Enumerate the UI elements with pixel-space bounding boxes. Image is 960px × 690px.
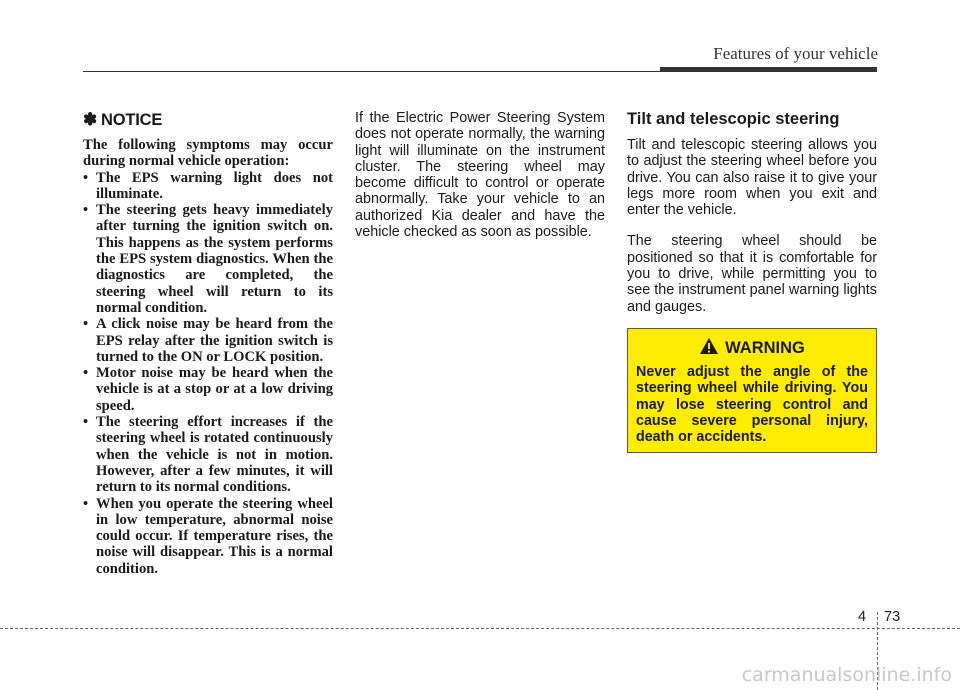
warning-box [627,328,877,453]
tilt-paragraph-2: The steering wheel should be positioned so that it is comfortable for you to drive, while permitting you to see the instrument panel warning lights and gauges. [627,233,877,315]
warning-text: Never adjust the angle of the steering wheel while driving. You may lose steering control and cause severe personal injury, death or accidents. [636,364,868,446]
notice-heading-text: NOTICE [101,111,163,129]
notice-intro: The following symptoms may occur during normal vehicle operation: [83,137,333,170]
warning-triangle-icon [699,337,719,360]
notice-item: • The steering gets heavy immediately after turning the ignition switch on. This happens as the system performs the EPS system diagnostics. When the diagnostics are completed, the steering wheel will return to its normal condition. [83,202,333,316]
notice-item: • The EPS warning light does not illuminate. [83,170,333,203]
tilt-paragraph-1: Tilt and telescopic steering allows you to adjust the steering wheel before you drive. You can also raise it to give your legs more room when you exit and enter the vehicle. [627,137,877,219]
chapter-number: 4 [858,609,867,625]
notice-heading [83,110,333,130]
tilt-heading: Tilt and telescopic steering [627,110,840,128]
page-number: 73 [884,609,901,625]
header-rule-accent [660,67,877,72]
eps-paragraph: If the Electric Power Steering System does not operate normally, the warning light will illuminate on the instrument cluster. The steering wheel may become difficult to control or operate abnormally. Take your vehicle to an authorized Kia dealer and have the vehicle checked as soon as possible. [355,110,605,241]
notice-list [83,170,333,577]
footer-rule [0,628,960,629]
tilt-column [627,110,877,315]
warning-title: WARNING [725,339,805,357]
notice-item: • When you operate the steering wheel in low temperature, abnormal noise could occur. If temperature rises, the noise will disappear. This is a normal condition. [83,496,333,577]
notice-item: • Motor noise may be heard when the vehicle is at a stop or at a low driving speed. [83,365,333,414]
notice-item: • The steering effort increases if the steering wheel is rotated continuously when the vehicle is not in motion. However, after a few minutes, it will return to its normal conditions. [83,414,333,495]
watermark: carmanualsonline.info [741,664,952,686]
warning-header [636,337,868,360]
notice-item: • A click noise may be heard from the EPS relay after the ignition switch is turned to the ON or LOCK position. [83,316,333,365]
eps-column [355,110,605,240]
page-header-title: Features of your vehicle [713,44,878,63]
notice-column [83,110,333,577]
notice-mark-icon: ✽ [83,110,98,129]
